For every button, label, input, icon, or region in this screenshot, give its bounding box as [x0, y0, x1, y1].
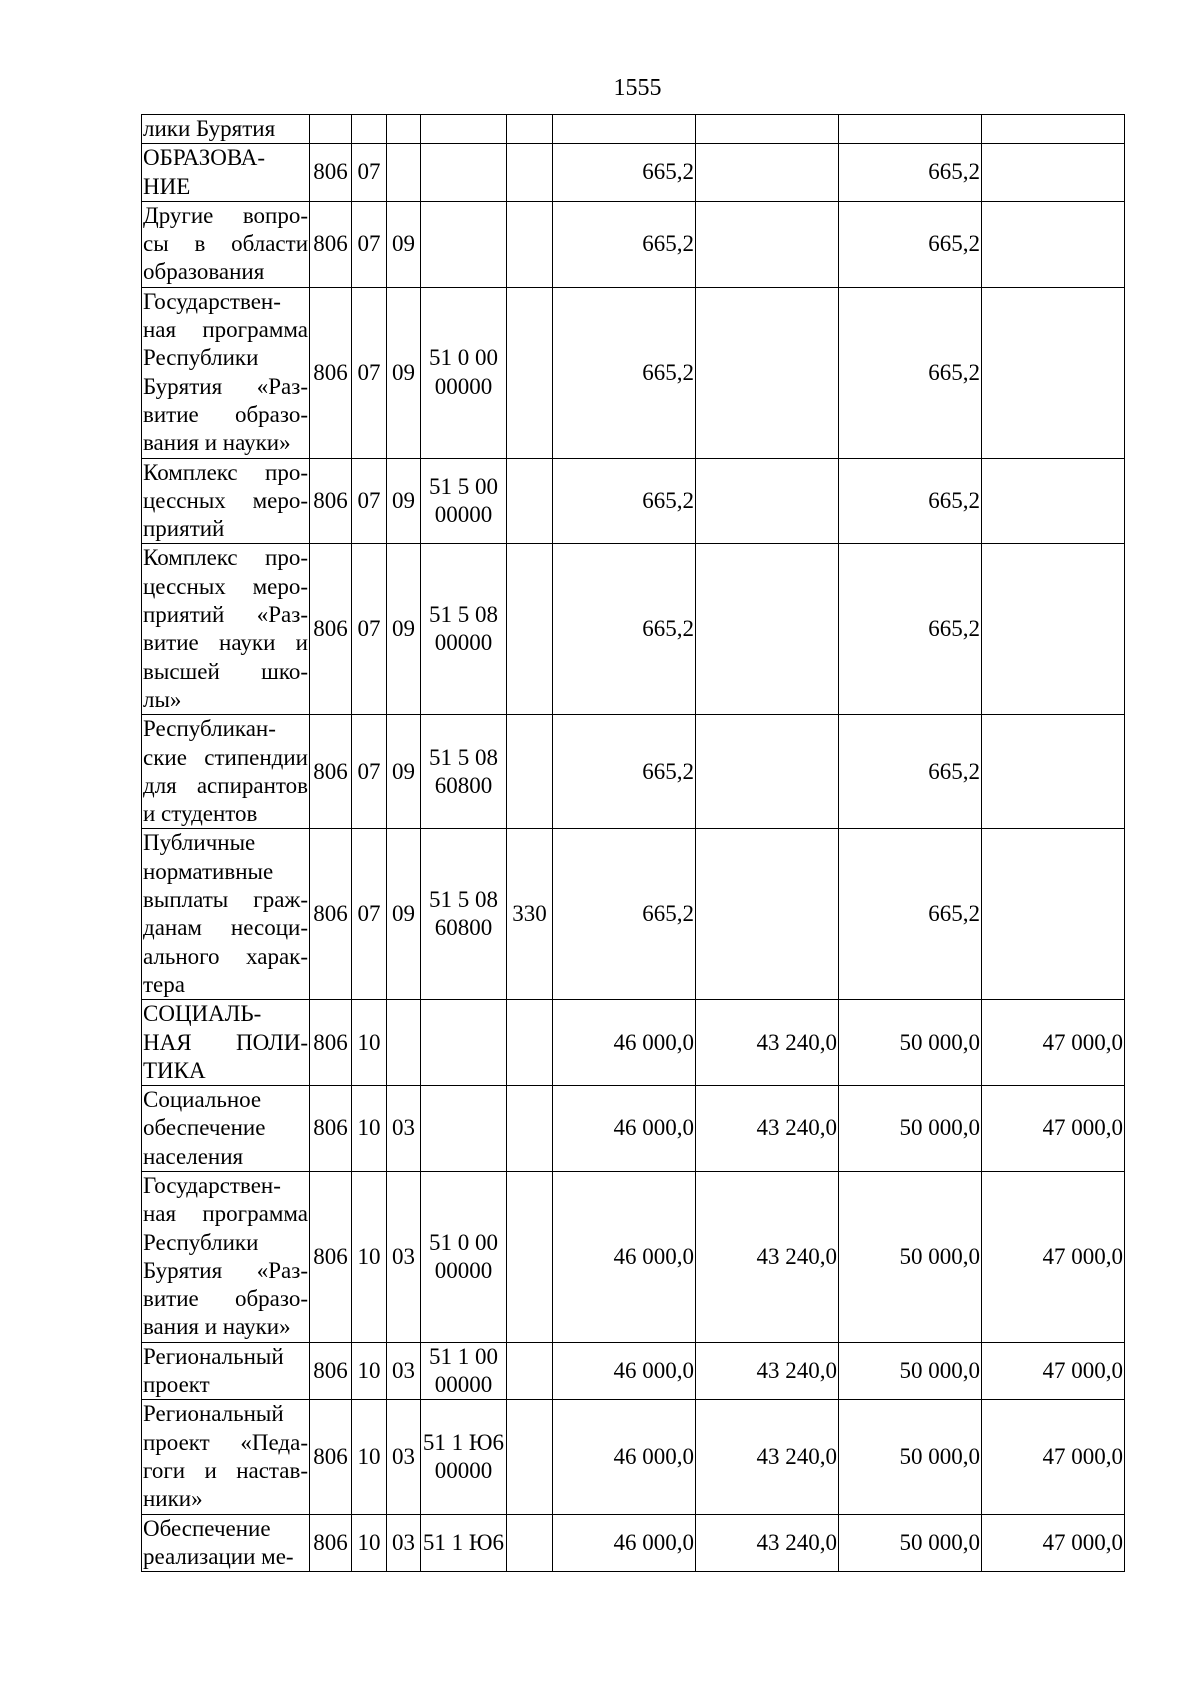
admin-code: 806: [310, 1000, 352, 1086]
row-name: Комплекс про-цессных меро-приятий: [142, 458, 310, 544]
expense-type-code: [507, 458, 553, 544]
row-name: Комплекс про-цессных меро-приятий «Раз-витие науки и высшей шко-лы»: [142, 544, 310, 715]
amount-3: 50 000,0: [839, 1514, 982, 1572]
section-code: 07: [352, 458, 387, 544]
amount-3: 665,2: [839, 544, 982, 715]
target-article-code: [421, 144, 507, 202]
expense-type-code: [507, 715, 553, 829]
amount-2: 43 240,0: [696, 1342, 839, 1400]
subsection-code: [387, 144, 421, 202]
subsection-code: 09: [387, 829, 421, 1000]
amount-2: [696, 144, 839, 202]
expense-type-code: [507, 1000, 553, 1086]
section-code: 10: [352, 1342, 387, 1400]
admin-code: 806: [310, 1342, 352, 1400]
amount-4: 47 000,0: [982, 1514, 1125, 1572]
subsection-code: 03: [387, 1171, 421, 1342]
expense-type-code: [507, 1342, 553, 1400]
amount-4: 47 000,0: [982, 1342, 1125, 1400]
admin-code: 806: [310, 287, 352, 458]
table-row: [142, 1514, 1125, 1572]
subsection-code: 09: [387, 287, 421, 458]
row-name: СОЦИАЛЬ-НАЯ ПОЛИ-ТИКА: [142, 1000, 310, 1086]
table-row: [142, 1000, 1125, 1086]
amount-1: 665,2: [553, 201, 696, 287]
amount-4: [982, 458, 1125, 544]
table-row: [142, 1171, 1125, 1342]
amount-1: 46 000,0: [553, 1514, 696, 1572]
amount-3: 665,2: [839, 287, 982, 458]
section-code: 10: [352, 1086, 387, 1172]
expense-type-code: [507, 201, 553, 287]
amount-3: 665,2: [839, 201, 982, 287]
subsection-code: 03: [387, 1086, 421, 1172]
target-article-code: 51 5 00 00000: [421, 458, 507, 544]
amount-2: [696, 715, 839, 829]
expense-type-code: [507, 1514, 553, 1572]
section-code: [352, 115, 387, 144]
target-article-code: 51 1 Ю6 00000: [421, 1400, 507, 1514]
admin-code: 806: [310, 1400, 352, 1514]
subsection-code: 09: [387, 544, 421, 715]
row-name: Государствен-ная программа Республики Бурятия «Раз-витие образо-вания и науки»: [142, 1171, 310, 1342]
amount-1: 665,2: [553, 715, 696, 829]
target-article-code: 51 1 Ю6: [421, 1514, 507, 1572]
admin-code: 806: [310, 715, 352, 829]
amount-4: [982, 829, 1125, 1000]
budget-table: [141, 114, 1125, 1572]
amount-3: 50 000,0: [839, 1400, 982, 1514]
table-row: [142, 287, 1125, 458]
admin-code: 806: [310, 1086, 352, 1172]
section-code: 07: [352, 201, 387, 287]
table-row: [142, 715, 1125, 829]
table-row: [142, 1086, 1125, 1172]
subsection-code: 03: [387, 1400, 421, 1514]
amount-1: 665,2: [553, 458, 696, 544]
amount-1: 665,2: [553, 144, 696, 202]
row-name: Публичные нормативные выплаты граж-данам несоци-ального харак-тера: [142, 829, 310, 1000]
section-code: 10: [352, 1171, 387, 1342]
amount-3: 50 000,0: [839, 1171, 982, 1342]
expense-type-code: [507, 1400, 553, 1514]
page-number: 1555: [613, 75, 662, 101]
amount-3: 50 000,0: [839, 1342, 982, 1400]
admin-code: 806: [310, 829, 352, 1000]
amount-4: 47 000,0: [982, 1000, 1125, 1086]
table-row: [142, 1400, 1125, 1514]
expense-type-code: 330: [507, 829, 553, 1000]
amount-4: [982, 715, 1125, 829]
amount-4: 47 000,0: [982, 1171, 1125, 1342]
amount-1: 665,2: [553, 287, 696, 458]
amount-1: 46 000,0: [553, 1400, 696, 1514]
table-row: [142, 829, 1125, 1000]
amount-3: 665,2: [839, 715, 982, 829]
subsection-code: 09: [387, 201, 421, 287]
target-article-code: 51 0 00 00000: [421, 287, 507, 458]
amount-3: 665,2: [839, 829, 982, 1000]
amount-3: [839, 115, 982, 144]
amount-1: 46 000,0: [553, 1086, 696, 1172]
table-row: [142, 144, 1125, 202]
table-row: [142, 544, 1125, 715]
amount-3: 50 000,0: [839, 1000, 982, 1086]
target-article-code: [421, 115, 507, 144]
expense-type-code: [507, 287, 553, 458]
target-article-code: [421, 1086, 507, 1172]
amount-4: [982, 115, 1125, 144]
section-code: 07: [352, 287, 387, 458]
table-row: [142, 1342, 1125, 1400]
amount-3: 50 000,0: [839, 1086, 982, 1172]
admin-code: 806: [310, 201, 352, 287]
admin-code: 806: [310, 1171, 352, 1342]
table-row: [142, 458, 1125, 544]
amount-3: 665,2: [839, 144, 982, 202]
amount-2: 43 240,0: [696, 1514, 839, 1572]
amount-1: 46 000,0: [553, 1000, 696, 1086]
admin-code: 806: [310, 544, 352, 715]
amount-2: [696, 544, 839, 715]
amount-1: [553, 115, 696, 144]
amount-3: 665,2: [839, 458, 982, 544]
amount-2: [696, 115, 839, 144]
admin-code: 806: [310, 144, 352, 202]
amount-2: [696, 201, 839, 287]
admin-code: 806: [310, 458, 352, 544]
amount-4: [982, 544, 1125, 715]
section-code: 07: [352, 715, 387, 829]
amount-1: 665,2: [553, 544, 696, 715]
subsection-code: [387, 115, 421, 144]
row-name: лики Бурятия: [142, 115, 310, 144]
row-name: Региональный проект: [142, 1342, 310, 1400]
target-article-code: 51 5 08 00000: [421, 544, 507, 715]
admin-code: 806: [310, 1514, 352, 1572]
subsection-code: 09: [387, 715, 421, 829]
subsection-code: 09: [387, 458, 421, 544]
target-article-code: 51 5 08 60800: [421, 829, 507, 1000]
target-article-code: 51 1 00 00000: [421, 1342, 507, 1400]
amount-1: 665,2: [553, 829, 696, 1000]
admin-code: [310, 115, 352, 144]
section-code: 10: [352, 1000, 387, 1086]
expense-type-code: [507, 1086, 553, 1172]
amount-1: 46 000,0: [553, 1342, 696, 1400]
target-article-code: 51 5 08 60800: [421, 715, 507, 829]
amount-4: 47 000,0: [982, 1086, 1125, 1172]
target-article-code: 51 0 00 00000: [421, 1171, 507, 1342]
row-name: ОБРАЗОВА-НИЕ: [142, 144, 310, 202]
section-code: 10: [352, 1514, 387, 1572]
target-article-code: [421, 1000, 507, 1086]
expense-type-code: [507, 115, 553, 144]
amount-2: 43 240,0: [696, 1171, 839, 1342]
amount-2: [696, 829, 839, 1000]
section-code: 07: [352, 544, 387, 715]
amount-4: [982, 287, 1125, 458]
expense-type-code: [507, 144, 553, 202]
amount-2: [696, 287, 839, 458]
amount-4: 47 000,0: [982, 1400, 1125, 1514]
amount-2: [696, 458, 839, 544]
section-code: 10: [352, 1400, 387, 1514]
row-name: Республикан-ские стипендии для аспирантов и студентов: [142, 715, 310, 829]
row-name: Другие вопро-сы в области образования: [142, 201, 310, 287]
amount-2: 43 240,0: [696, 1400, 839, 1514]
amount-2: 43 240,0: [696, 1000, 839, 1086]
expense-type-code: [507, 1171, 553, 1342]
section-code: 07: [352, 144, 387, 202]
subsection-code: 03: [387, 1342, 421, 1400]
amount-1: 46 000,0: [553, 1171, 696, 1342]
subsection-code: 03: [387, 1514, 421, 1572]
row-name: Обеспечение реализации ме-: [142, 1514, 310, 1572]
table-row: [142, 201, 1125, 287]
amount-4: [982, 144, 1125, 202]
table-row: [142, 115, 1125, 144]
row-name: Социальное обеспечение населения: [142, 1086, 310, 1172]
row-name: Государствен-ная программа Республики Бурятия «Раз-витие образо-вания и науки»: [142, 287, 310, 458]
subsection-code: [387, 1000, 421, 1086]
expense-type-code: [507, 544, 553, 715]
amount-2: 43 240,0: [696, 1086, 839, 1172]
target-article-code: [421, 201, 507, 287]
amount-4: [982, 201, 1125, 287]
row-name: Региональный проект «Педа-гоги и настав-ники»: [142, 1400, 310, 1514]
section-code: 07: [352, 829, 387, 1000]
